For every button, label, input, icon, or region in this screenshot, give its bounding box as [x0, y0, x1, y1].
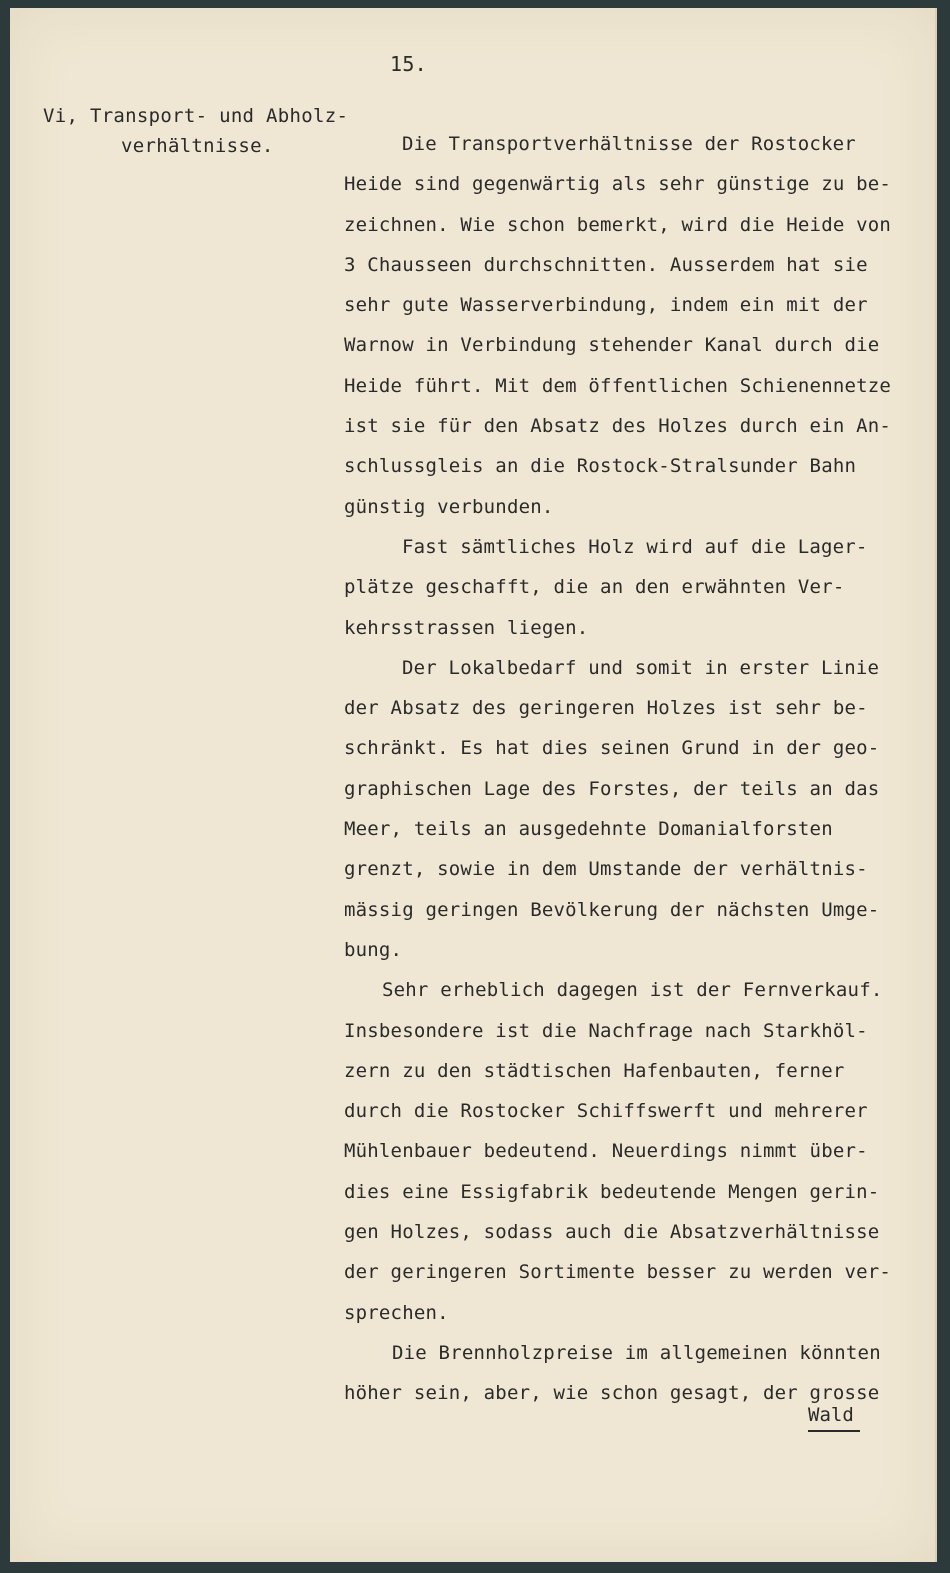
- text-line: Die Brennholzpreise im allgemeinen könnten: [392, 1341, 881, 1364]
- text-line: 3 Chausseen durchschnitten. Ausserdem hat sie: [344, 253, 868, 276]
- text-line: Warnow in Verbindung stehender Kanal durch die: [344, 334, 880, 357]
- text-line: Die Transportverhältnisse der Rostocker: [402, 133, 856, 155]
- text-line: Der Lokalbedarf und somit in erster Linie: [402, 656, 880, 679]
- paragraph-2: [344, 527, 904, 648]
- text-line: bung.: [344, 938, 403, 961]
- paragraph-4: [344, 970, 904, 1333]
- text-line: sprechen.: [344, 1301, 449, 1324]
- text-line: zern zu den städtischen Hafenbauten, ferner: [344, 1059, 845, 1082]
- text-line: schränkt. Es hat dies seinen Grund in der geo-: [344, 737, 880, 760]
- paragraph-5: [344, 1333, 904, 1414]
- text-line: graphischen Lage des Forstes, der teils an das: [344, 777, 880, 800]
- text-line: mässig geringen Bevölkerung der nächsten Umge-: [344, 898, 880, 921]
- text-line: Meer, teils an ausgedehnte Domanialforsten: [344, 818, 833, 841]
- catchword-underline: [808, 1430, 860, 1432]
- section-heading-line-1: Vi, Transport- und Abholz-: [43, 105, 349, 127]
- section-heading: [43, 101, 348, 161]
- body-text: [344, 124, 904, 1414]
- text-line: kehrsstrassen liegen.: [344, 616, 589, 639]
- page-number: 15.: [390, 52, 428, 76]
- catchword: Wald: [808, 1404, 854, 1426]
- text-line: Fast sämtliches Holz wird auf die Lager-: [402, 535, 868, 558]
- text-line: ist sie für den Absatz des Holzes durch ein An-: [344, 415, 892, 438]
- paragraph-3: [344, 648, 904, 970]
- text-line: Heide führt. Mit dem öffentlichen Schienennetze: [344, 374, 892, 397]
- text-line: grenzt, sowie in dem Umstande der verhältnis-: [344, 858, 868, 881]
- text-line: Mühlenbauer bedeutend. Neuerdings nimmt über-: [344, 1140, 868, 1163]
- paragraph-1: [344, 124, 904, 527]
- text-line: schlussgleis an die Rostock-Stralsunder Bahn: [344, 455, 857, 478]
- text-line: höher sein, aber, wie schon gesagt, der grosse: [344, 1382, 880, 1405]
- text-line: der Absatz des geringeren Holzes ist sehr be-: [344, 697, 868, 720]
- text-line: zeichnen. Wie schon bemerkt, wird die Heide von: [344, 213, 892, 236]
- text-line: der geringeren Sortimente besser zu werden ver-: [344, 1261, 892, 1284]
- text-line: gen Holzes, sodass auch die Absatzverhältnisse: [344, 1221, 880, 1244]
- text-line: sehr gute Wasserverbindung, indem ein mit der: [344, 294, 868, 317]
- text-line: günstig verbunden.: [344, 495, 554, 518]
- text-line: Heide sind gegenwärtig als sehr günstige zu be-: [344, 173, 892, 196]
- text-line: Sehr erheblich dagegen ist der Fernverkauf.: [382, 979, 883, 1002]
- text-line: plätze geschafft, die an den erwähnten Ver-: [344, 576, 845, 599]
- section-heading-line-2: verhältnisse.: [121, 135, 274, 157]
- text-line: durch die Rostocker Schiffswerft und mehrerer: [344, 1100, 868, 1123]
- text-line: dies eine Essigfabrik bedeutende Mengen gerin-: [344, 1180, 880, 1203]
- text-line: Insbesondere ist die Nachfrage nach Starkhöl-: [344, 1019, 868, 1042]
